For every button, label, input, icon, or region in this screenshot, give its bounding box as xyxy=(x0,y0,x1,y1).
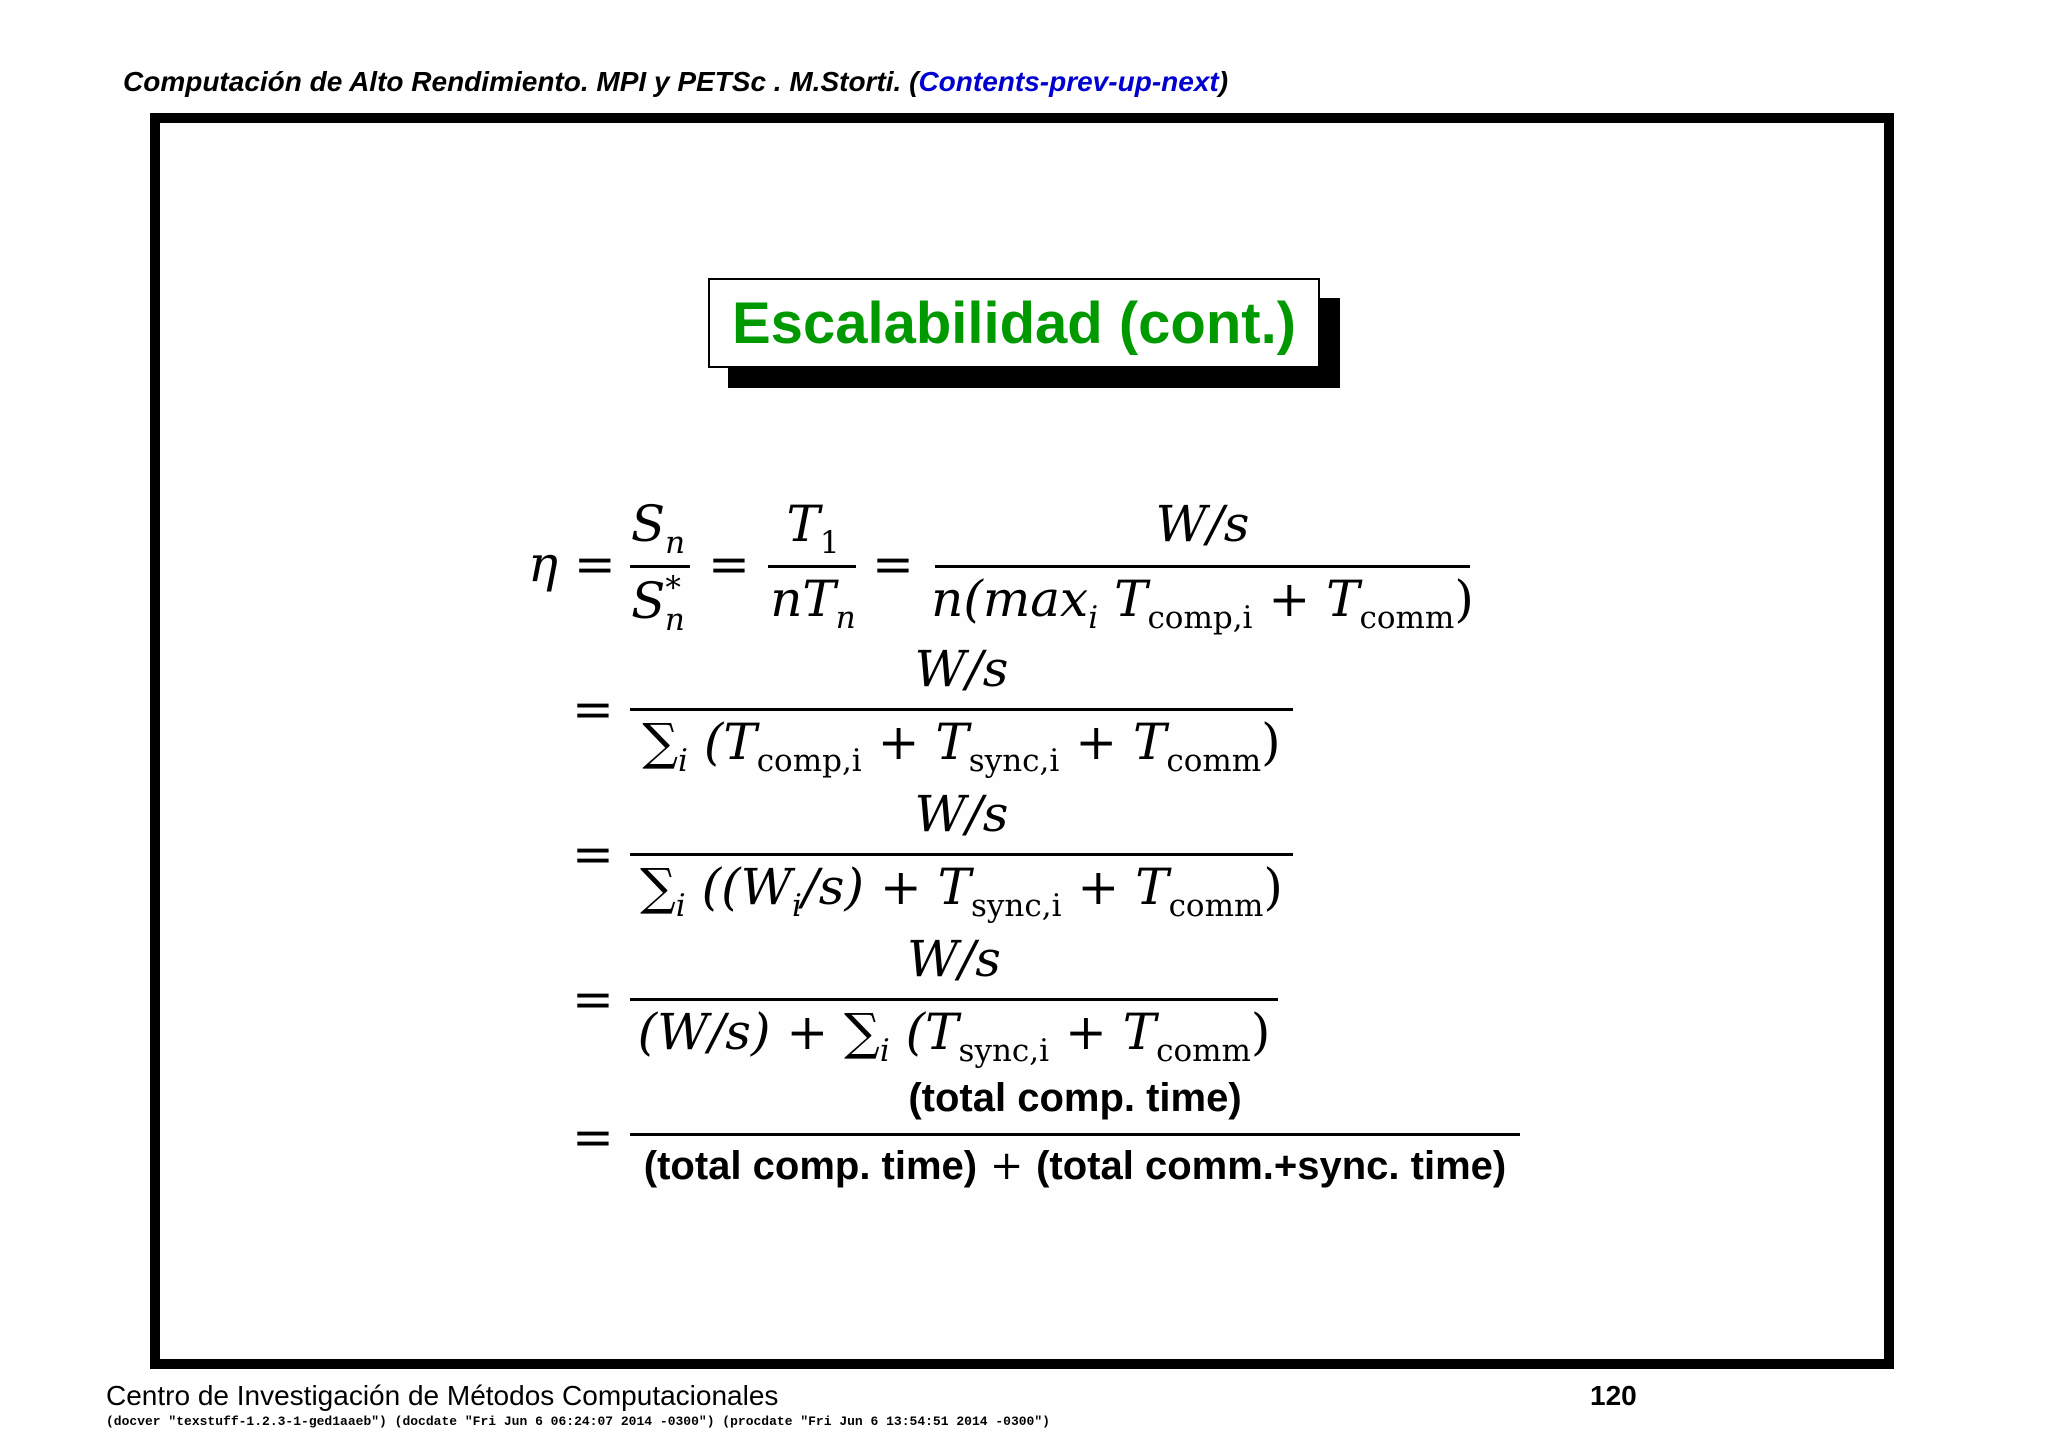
line2-denominator: $\sum_i$ $(T_{comp,i} + T_{sync,i} + T_{comm})$ xyxy=(642,713,1281,779)
frac3-denominator: $n(\max_i$ $T_{comp,i} + T_{comm}$) xyxy=(931,570,1474,636)
document-header xyxy=(123,66,1228,98)
contents-link[interactable]: Contents xyxy=(918,66,1040,97)
frac1-numerator: $S_n$ xyxy=(630,495,686,561)
footer-metadata: (docver "texstuff-1.2.3-1-ged1aaeb") (docdate "Fri Jun 6 06:24:07 2014 -0300") (procdate "Fri Jun 6 13:54:51 2014 -0300") xyxy=(106,1414,1050,1429)
title-box xyxy=(708,278,1320,368)
equals-sign: = xyxy=(708,535,750,593)
page-number: 120 xyxy=(1590,1380,1637,1411)
header-close-paren: ) xyxy=(1218,66,1229,97)
line2-numerator: W/s xyxy=(914,640,1009,698)
footer-institution: Centro de Investigación de Métodos Computacionales xyxy=(106,1380,779,1411)
frac1-denominator: $S^*_n$ xyxy=(631,570,685,638)
eta-equals: η = xyxy=(528,535,616,593)
header-text: Computación de Alto Rendimiento. MPI y PETSc . M.Storti. ( xyxy=(123,66,919,97)
frac3-numerator: W/s xyxy=(1155,495,1250,553)
line3-numerator: W/s xyxy=(914,785,1009,843)
link-separator: - xyxy=(1039,66,1050,97)
prev-link[interactable]: prev xyxy=(1049,66,1109,97)
line4-numerator: W/s xyxy=(907,930,1001,988)
frac2-numerator: $T_1$ xyxy=(786,495,840,561)
frac1-bar xyxy=(630,565,690,568)
next-link[interactable]: next xyxy=(1161,66,1219,97)
line3-denominator: $\sum_i$ $((W_i/s) + T_{sync,i} + T_{comm})$ xyxy=(640,858,1283,924)
frac2-denominator: $nT_n$ xyxy=(770,570,856,636)
frac3-bar xyxy=(935,565,1470,568)
link-separator: - xyxy=(1108,66,1118,97)
frac2-bar xyxy=(768,565,856,568)
line4-bar xyxy=(630,998,1278,1001)
line2-bar xyxy=(630,708,1293,711)
equals-sign: = xyxy=(572,970,614,1028)
slide-title: Escalabilidad (cont.) xyxy=(732,290,1296,356)
equals-sign: = xyxy=(572,825,614,883)
up-link[interactable]: up xyxy=(1117,66,1152,97)
equals-sign: = xyxy=(572,1108,614,1166)
equals-sign: = xyxy=(872,535,914,593)
line5-denominator: (total comp. time) + (total comm.+sync. time) xyxy=(643,1143,1507,1189)
line3-bar xyxy=(630,853,1293,856)
line5-bar xyxy=(630,1133,1520,1136)
link-separator: - xyxy=(1151,66,1162,97)
equals-sign: = xyxy=(572,680,614,738)
line5-numerator: (total comp. time) xyxy=(908,1076,1242,1120)
line4-denominator: $(W/s) + \sum_i$ $(T_{sync,i} + T_{comm})$ xyxy=(637,1003,1271,1069)
